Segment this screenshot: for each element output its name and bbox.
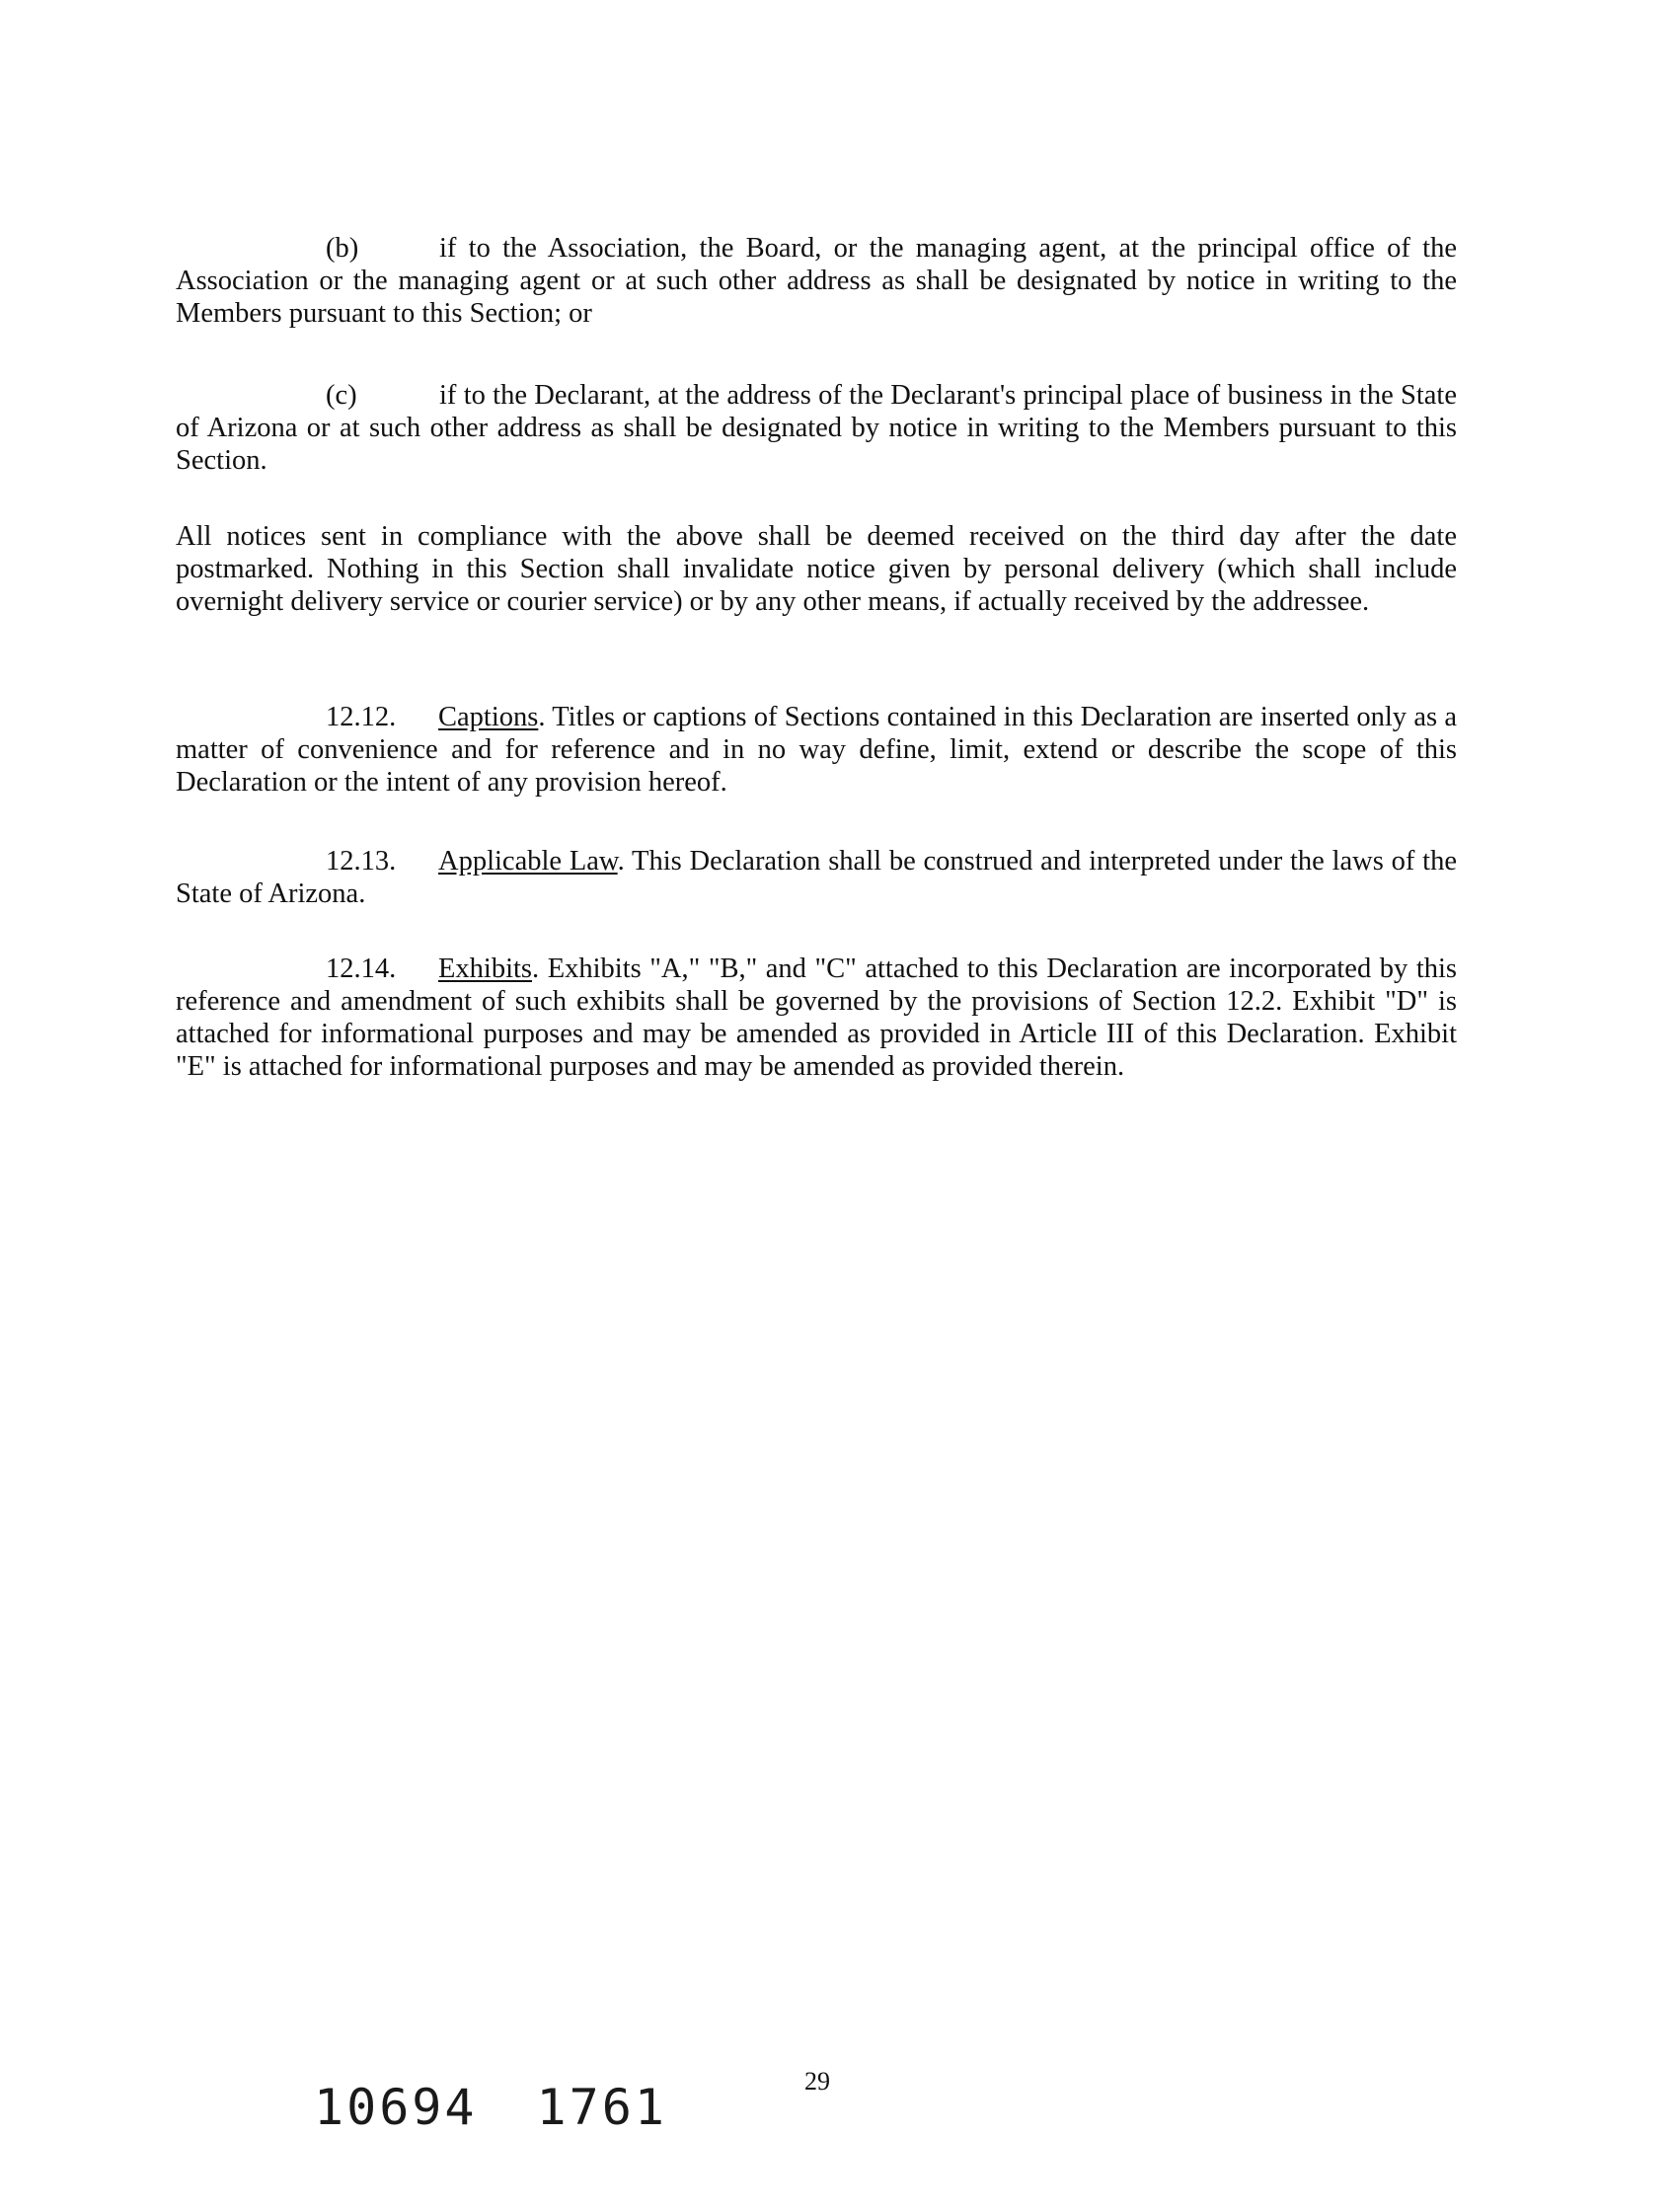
recording-book: 10694 [314,2079,478,2136]
section-12-12-text: . Titles or captions of Sections contained in this Declaration are inserted only as a matter of convenience and for reference and in no way define, limit, extend or describe the scope of this Declaration or the intent of any provision hereof. [176,702,1457,798]
section-12-12-number: 12.12. [326,702,397,732]
paragraph-c-label: (c) [326,380,357,411]
paragraph-b-text: if to the Association, the Board, or the managing agent, at the principal office of the Association or the managing agent or at such other address as shall be designated by notice in writing to the Members pursuant to this Section; or [176,233,1457,329]
section-12-13 [176,845,1457,910]
recording-page: 1761 [536,2079,667,2136]
section-12-13-heading: Applicable Law [438,846,618,877]
page-number: 29 [804,2067,830,2096]
paragraph-b [176,232,1457,330]
notices-paragraph: All notices sent in compliance with the above shall be deemed received on the third day after the date postmarked. Nothing in this Section shall invalidate notice given by personal delivery (which shall include overnight delivery service or courier service) or by any other means, if actually received by the addressee. [176,521,1457,617]
section-12-14 [176,953,1457,1083]
paragraph-c [176,379,1457,477]
recording-stamp [314,2079,667,2136]
section-12-12 [176,701,1457,799]
section-12-14-heading: Exhibits [438,953,533,984]
section-12-13-text: . This Declaration shall be construed and interpreted under the laws of the State of Arizona. [176,846,1457,909]
section-12-14-number: 12.14. [326,953,397,984]
section-12-12-heading: Captions [438,702,539,732]
section-12-14-text: . Exhibits "A," "B," and "C" attached to this Declaration are incorporated by this reference and amendment of such exhibits shall be governed by the provisions of Section 12.2. Exhibit "D" is attached for informational purposes and may be amended as provided in Article III of this Declaration. Exhibit "E" is attached for informational purposes and may be amended as provided therein. [176,953,1457,1082]
section-12-13-number: 12.13. [326,846,397,877]
paragraph-b-label: (b) [326,233,359,264]
paragraph-c-text: if to the Declarant, at the address of the Declarant's principal place of business in the State of Arizona or at such other address as shall be designated by notice in writing to the Members pursuant to this Section. [176,380,1457,476]
